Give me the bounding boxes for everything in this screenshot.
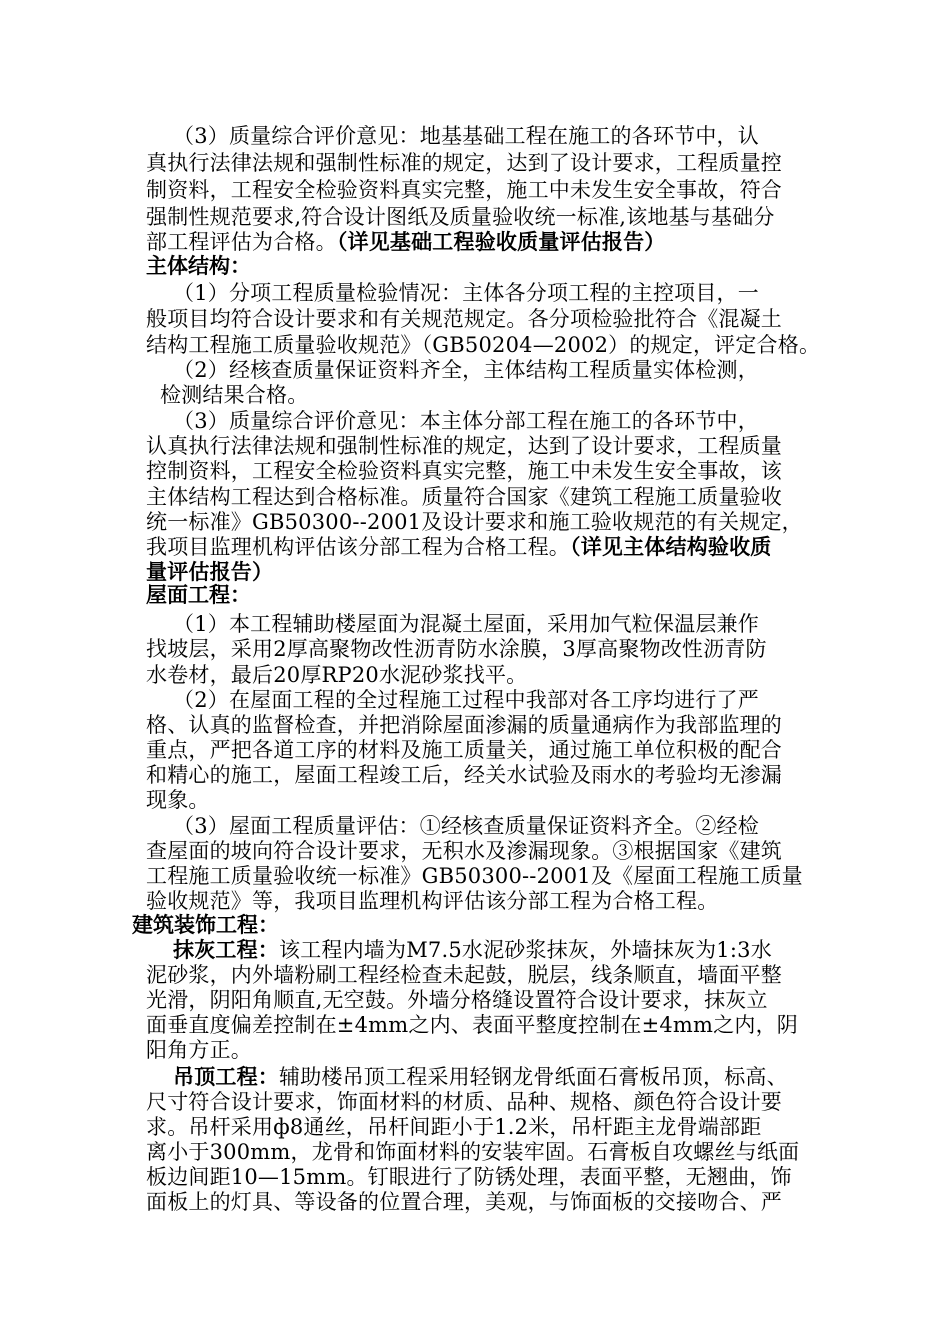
- roof-heading: 屋面工程：: [146, 583, 251, 607]
- ceiling-intro: 辅助楼吊顶工程采用轻钢龙骨纸面石膏板吊顶，标高、: [279, 1065, 788, 1089]
- foundation-line-2: 真执行法律法规和强制性标准的规定，达到了设计要求，工程质量控: [146, 151, 782, 175]
- foundation-line-4: 强制性规范要求,符合设计图纸及质量验收统一标准,该地基与基础分: [146, 205, 775, 229]
- main-structure-conclusion: 我项目监理机构评估该分部工程为合格工程。: [146, 535, 570, 559]
- roof-line-12: 验收规范》等，我项目监理机构评估该分部工程为合格工程。: [146, 889, 719, 913]
- foundation-report-reference: （详见基础工程验收质量评估报告）: [336, 230, 666, 254]
- main-structure-line-11: [146, 534, 772, 560]
- plaster-line-4: 面垂直度偏差控制在±4mm之内、表面平整度控制在±4mm之内，阴: [146, 1013, 798, 1037]
- plaster-line-1: [173, 937, 772, 963]
- main-structure-line-4: （2）经核查质量保证资料齐全，主体结构工程质量实体检测，: [173, 358, 759, 382]
- roof-line-9: （3）屋面工程质量评估：①经核查质量保证资料齐全。②经检: [173, 814, 759, 838]
- foundation-line-3: 制资料，工程安全检验资料真实完整，施工中未发生安全事故，符合: [146, 178, 782, 202]
- roof-line-6: 重点，严把各道工序的材料及施工质量关，通过施工单位积极的配合: [146, 738, 782, 762]
- ceiling-label: 吊顶工程：: [173, 1065, 279, 1089]
- ceiling-line-3: 求。吊杆采用ф8通丝，吊杆间距小于1.2米，吊杆距主龙骨端部距: [146, 1115, 762, 1139]
- plaster-line-5: 阳角方正。: [146, 1038, 252, 1062]
- ceiling-line-6: 面板上的灯具、等设备的位置合理，美观，与饰面板的交接吻合、严: [146, 1190, 782, 1214]
- main-structure-line-12: 量评估报告）: [146, 560, 274, 584]
- foundation-line-1: （3）质量综合评价意见：地基基础工程在施工的各环节中，认: [173, 124, 759, 148]
- main-structure-line-2: 般项目均符合设计要求和有关规范规定。各分项检验批符合《混凝土: [146, 307, 782, 331]
- roof-line-3: 水卷材，最后20厚RP20水泥砂浆找平。: [146, 663, 528, 687]
- foundation-conclusion: 部工程评估为合格。: [146, 230, 337, 254]
- ceiling-line-2: 尺寸符合设计要求，饰面材料的材质、品种、规格、颜色符合设计要: [146, 1090, 782, 1114]
- plaster-line-3: 光滑，阴阳角顺直,无空鼓。外墙分格缝设置符合设计要求，抹灰立: [146, 988, 768, 1012]
- decoration-heading: 建筑装饰工程：: [132, 913, 279, 937]
- roof-line-10: 查屋面的坡向符合设计要求，无积水及渗漏现象。③根据国家《建筑: [146, 839, 782, 863]
- ceiling-line-5: 板边间距10—15mm。钉眼进行了防锈处理，表面平整，无翘曲，饰: [146, 1165, 792, 1189]
- main-structure-line-3: 结构工程施工质量验收规范》（GB50204—2002）的规定，评定合格。: [146, 333, 821, 357]
- main-structure-line-6: （3）质量综合评价意见：本主体分部工程在施工的各环节中，: [173, 409, 759, 433]
- main-structure-line-9: 主体结构工程达到合格标准。质量符合国家《建筑工程施工质量验收: [146, 485, 782, 509]
- main-structure-line-7: 认真执行法律法规和强制性标准的规定，达到了设计要求，工程质量: [146, 434, 782, 458]
- plaster-intro: 该工程内墙为M7.5水泥砂浆抹灰，外墙抹灰为1:3水: [279, 938, 772, 962]
- foundation-line-5: [146, 229, 666, 255]
- roof-line-7: 和精心的施工，屋面工程竣工后，经关水试验及雨水的考验均无渗漏: [146, 763, 782, 787]
- roof-line-11: 工程施工质量验收统一标准》GB50300--2001及《屋面工程施工质量: [146, 864, 803, 888]
- plaster-line-2: 泥砂浆，内外墙粉刷工程经检查未起鼓，脱层，线条顺直，墙面平整: [146, 963, 782, 987]
- roof-line-5: 格、认真的监督检查，并把消除屋面渗漏的质量通病作为我部监理的: [146, 713, 782, 737]
- main-structure-line-8: 控制资料，工程安全检验资料真实完整，施工中未发生安全事故，该: [146, 459, 782, 483]
- ceiling-line-4: 离小于300mm，龙骨和饰面材料的安装牢固。石膏板自攻螺丝与纸面: [146, 1140, 800, 1164]
- main-structure-line-5: 检测结果合格。: [160, 383, 309, 407]
- main-structure-report-reference: （详见主体结构验收质: [570, 535, 772, 559]
- roof-line-4: （2）在屋面工程的全过程施工过程中我部对各工序均进行了严: [173, 688, 759, 712]
- main-structure-line-10: 统一标准》GB50300--2001及设计要求和施工验收规范的有关规定，: [146, 510, 803, 534]
- plaster-label: 抹灰工程：: [173, 938, 279, 962]
- ceiling-line-1: [173, 1064, 788, 1090]
- main-structure-line-1: （1）分项工程质量检验情况：主体各分项工程的主控项目，一: [173, 281, 759, 305]
- roof-line-1: （1）本工程辅助楼屋面为混凝土屋面，采用加气粒保温层兼作: [173, 612, 759, 636]
- roof-line-8: 现象。: [146, 788, 210, 812]
- main-structure-heading: 主体结构：: [146, 254, 251, 278]
- roof-line-2: 找坡层，采用2厚高聚物改性沥青防水涂膜，3厚高聚物改性沥青防: [146, 637, 767, 661]
